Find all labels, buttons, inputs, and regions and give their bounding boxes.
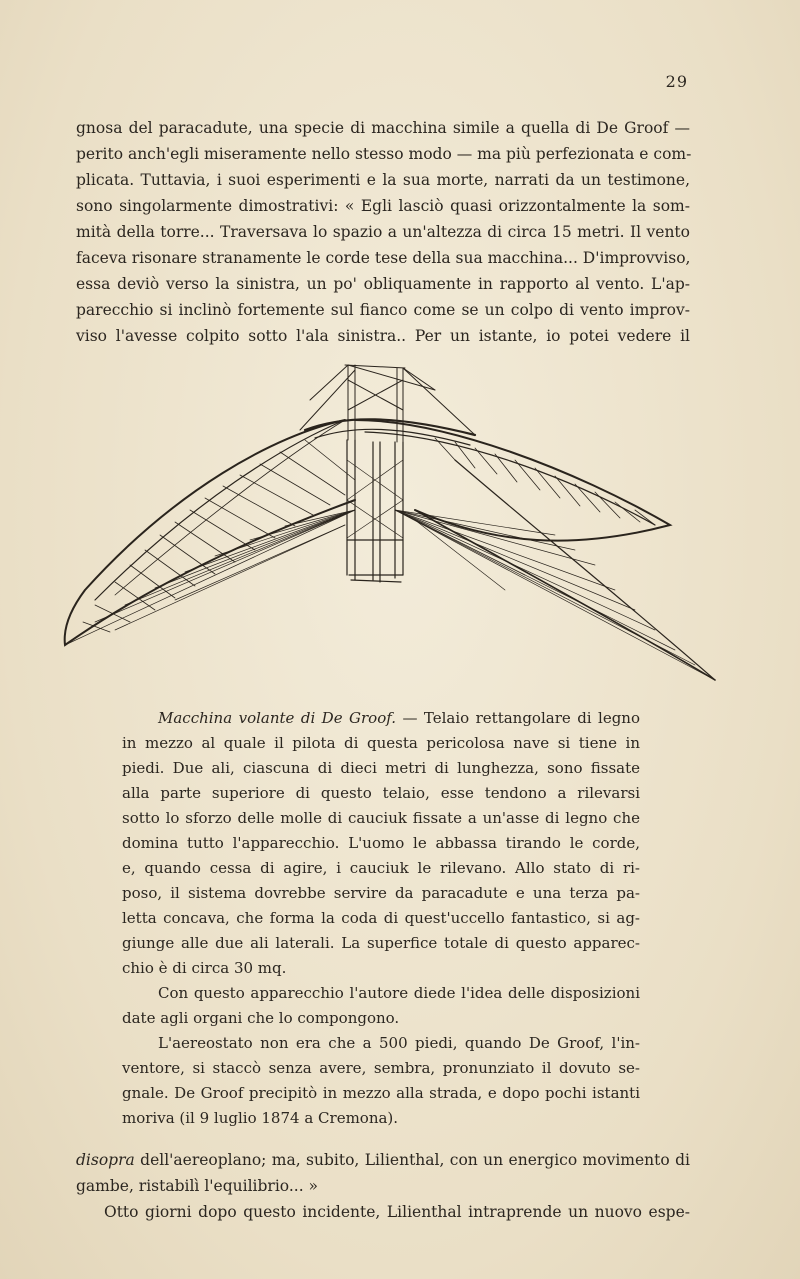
caption-title: Macchina volante di De Groof. bbox=[158, 709, 397, 727]
text-line bbox=[76, 1150, 690, 1170]
caption-line: alla parte superiore di questo telaio, esse tendono a rilevarsi bbox=[122, 784, 640, 802]
text-line: parecchio si inclinò fortemente sul fianco come se un colpo di vento improv- bbox=[76, 301, 690, 319]
text-line: plicata. Tuttavia, i suoi esperimenti e la sua morte, narrati da un testimone, bbox=[76, 171, 690, 189]
caption-line: L'aereostato non era che a 500 piedi, quando De Groof, l'in- bbox=[158, 1034, 640, 1052]
caption-first-line bbox=[158, 708, 640, 728]
caption-line: Con questo apparecchio l'autore diede l'idea delle disposizioni bbox=[158, 984, 640, 1002]
caption-line: giunge alle due ali laterali. La superfice totale di questo apparec- bbox=[122, 934, 640, 952]
caption-line: domina tutto l'apparecchio. L'uomo le abbassa tirando le corde, bbox=[122, 834, 640, 852]
caption-line: moriva (il 9 luglio 1874 a Cremona). bbox=[122, 1109, 399, 1127]
text-line: mità della torre... Traversava lo spazio a un'altezza di circa 15 metri. Il vento bbox=[76, 223, 690, 241]
flying-machine-illustration bbox=[55, 360, 717, 690]
text-line: Otto giorni dopo questo incidente, Lilienthal intraprende un nuovo espe- bbox=[104, 1203, 690, 1221]
caption-line: date agli organi che lo compongono. bbox=[122, 1009, 400, 1027]
text-line: viso l'avesse colpito sotto l'ala sinistra.. Per un istante, io potei vedere il bbox=[76, 327, 690, 345]
text-line: gnosa del paracadute, una specie di macchina simile a quella di De Groof — bbox=[76, 119, 690, 137]
text-line: faceva risonare stranamente le corde tese della sua macchina... D'improvviso, bbox=[76, 249, 691, 267]
caption-line: e, quando cessa di agire, i cauciuk le rilevano. Allo stato di ri- bbox=[122, 859, 640, 877]
page-number: 29 bbox=[665, 72, 688, 91]
caption-line: piedi. Due ali, ciascuna di dieci metri di lunghezza, sono fissate bbox=[122, 759, 640, 777]
caption-first-line-rest: — Telaio rettangolare di legno bbox=[396, 709, 640, 727]
caption-line: poso, il sistema dovrebbe servire da paracadute e una terza pa- bbox=[122, 884, 640, 902]
caption-line: letta concava, che forma la coda di quest'uccello fantastico, si ag- bbox=[122, 909, 640, 927]
caption-line: chio è di circa 30 mq. bbox=[122, 959, 287, 977]
text-line-rest: dell'aereoplano; ma, subito, Lilienthal, con un energico movimento di bbox=[134, 1151, 690, 1169]
caption-line: sotto lo sforzo delle molle di cauciuk fissate a un'asse di legno che bbox=[122, 809, 640, 827]
italic-word: disopra bbox=[76, 1151, 135, 1169]
text-line: gambe, ristabilì l'equilibrio... » bbox=[76, 1177, 319, 1195]
caption-line: in mezzo al quale il pilota di questa pericolosa nave si tiene in bbox=[122, 734, 640, 752]
caption-line: ventore, si staccò senza avere, sembra, pronunziato il dovuto se- bbox=[122, 1059, 640, 1077]
caption-line: gnale. De Groof precipitò in mezzo alla strada, e dopo pochi istanti bbox=[122, 1084, 640, 1102]
text-line: sono singolarmente dimostrativi: « Egli lasciò quasi orizzontalmente la som- bbox=[76, 197, 690, 215]
text-line: perito anch'egli miseramente nello stesso modo — ma più perfezionata e com- bbox=[76, 145, 692, 163]
text-line: essa deviò verso la sinistra, un po' obliquamente in rapporto al vento. L'ap- bbox=[76, 275, 690, 293]
